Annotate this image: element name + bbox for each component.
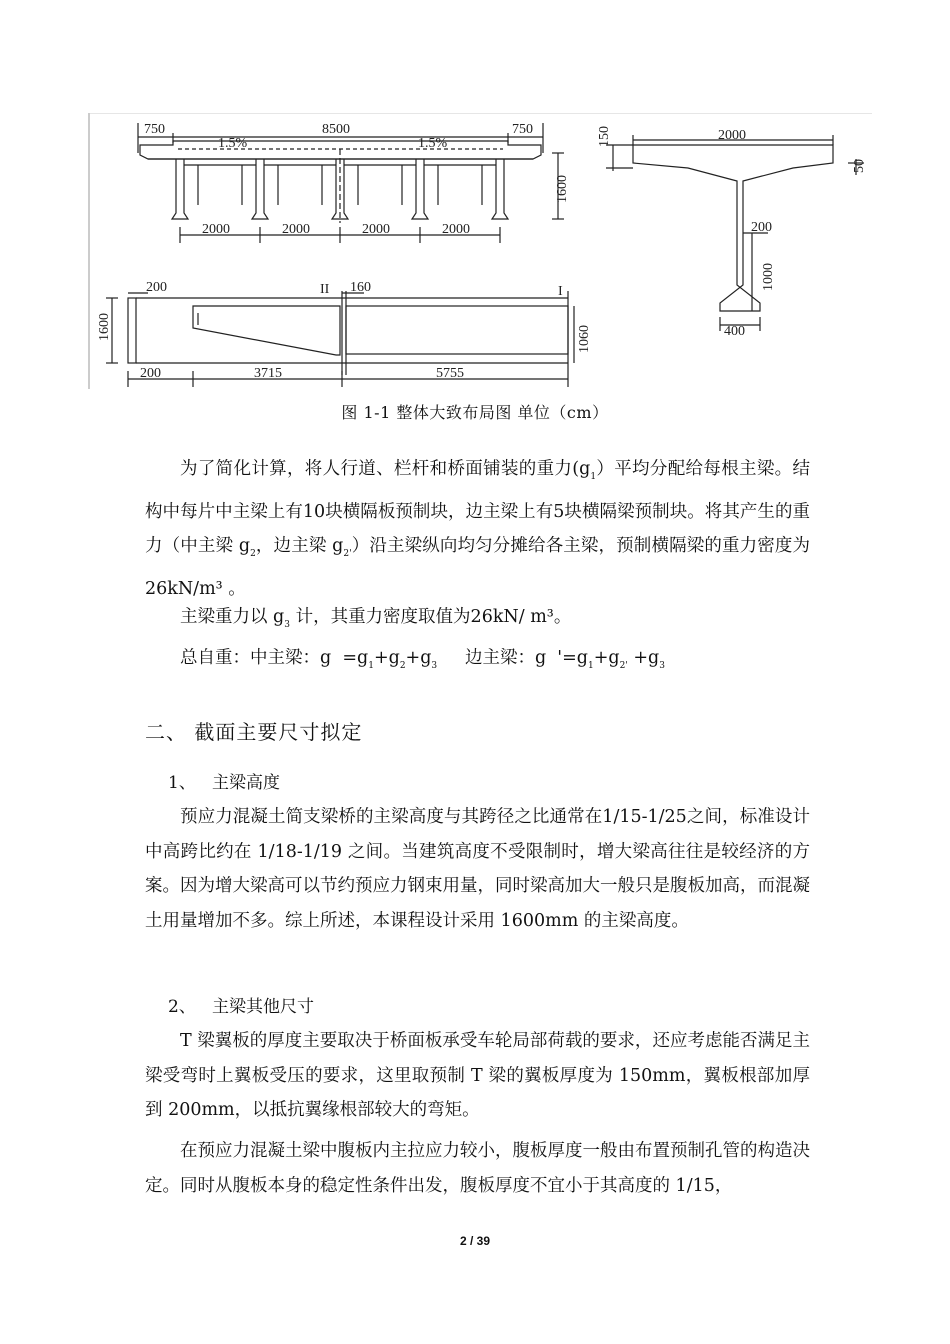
spacing-2: 2000 [282, 222, 310, 237]
dim-8500: 8500 [322, 122, 350, 137]
end-width: 200 [146, 280, 167, 295]
subheading-beam-height: 1、 主梁高度 [168, 773, 280, 793]
paragraph-flange: T 梁翼板的厚度主要取决于桥面板承受车轮局部荷载的要求，还应考虑能否满足主梁受弯时上翼板受压的要求，这里取预制 T 梁的翼板厚度为 150mm，翼板根部加厚到 200mm，以抵抗翼缘根部较大的弯矩。 [145, 1031, 810, 1120]
paragraph-load-distribution: 为了简化计算，将人行道、栏杆和桥面铺装的重力$(g_1)$平均分配给每根主梁。结构中每片中主梁上有10块横隔板预制块，边主梁上有5块横隔梁预制块。将其产生的重力（中主梁 $g_2$，边主梁 $g_{2'}$）沿主梁纵向均匀分摊给各主梁，预制横隔梁的重力密度为26kN/m³ 。 [145, 459, 811, 599]
dim-1600-cross: 1600 [555, 175, 570, 203]
spacing-4: 2000 [442, 222, 470, 237]
spacing-1: 2000 [202, 222, 230, 237]
bottom-left-dim: 200 [140, 366, 161, 381]
slope-left: 1.5% [218, 136, 248, 151]
paragraph-web: 在预应力混凝土梁中腹板内主拉应力较小，腹板厚度一般由布置预制孔管的构造决定。同时从腹板本身的稳定性条件出发，腹板厚度不宜小于其高度的 1/15， [145, 1141, 810, 1196]
web-height: 1000 [761, 263, 776, 291]
flange-width: 2000 [718, 128, 746, 143]
dim-750-left: 750 [144, 122, 165, 137]
web-width: 200 [751, 220, 772, 235]
subheading-other-dims: 2、 主梁其他尺寸 [168, 997, 314, 1017]
slope-right: 1.5% [418, 136, 448, 151]
bridge-drawing [88, 113, 872, 389]
bottom-mid-dim: 3715 [254, 366, 282, 381]
t-beam-drawing [606, 135, 864, 331]
flange-thickness: 150 [597, 126, 612, 147]
section-ii-label: II [320, 282, 330, 297]
bulb-width: 400 [724, 324, 745, 339]
section-heading: 二、 截面主要尺寸拟定 [145, 720, 363, 744]
bottom-right-dim: 5755 [436, 366, 464, 381]
paragraph-beam-height: 预应力混凝土简支梁桥的主梁高度与其跨径之比通常在1/15-1/25之间，标准设计中高跨比约在 1/18-1/19 之间。当建筑高度不受限制时，增大梁高往往是较经济的方案。因为增大梁高可以节约预应力钢束用量，同时梁高加大一般只是腹板加高，而混凝土用量增加不多。综上所述，本课程设计采用 1600mm 的主梁高度。 [145, 807, 810, 931]
mid-width: 160 [350, 280, 371, 295]
paragraph-main-beam-weight: 主梁重力以 $g_3$ 计，其重力密度取值为26kN/ m³。 [180, 607, 572, 630]
right-height: 1060 [577, 325, 592, 353]
spacing-3: 2000 [362, 222, 390, 237]
elevation-drawing [106, 291, 574, 387]
dim-750-right: 750 [512, 122, 533, 137]
page-number: 2 / 39 [459, 1234, 491, 1248]
section-i-label: I [558, 284, 563, 299]
figure-caption: 图 1-1 整体大致布局图 单位（cm） [341, 403, 609, 422]
flange-root: 50 [852, 159, 867, 173]
layout-figure [88, 113, 872, 389]
paragraph-total-weight: 总自重：中主梁：$g =g_1+g_2+g_3$ 边主梁：g '$=g_1+g_{2'} +g_3$ [180, 648, 665, 671]
elevation-height: 1600 [97, 313, 112, 341]
